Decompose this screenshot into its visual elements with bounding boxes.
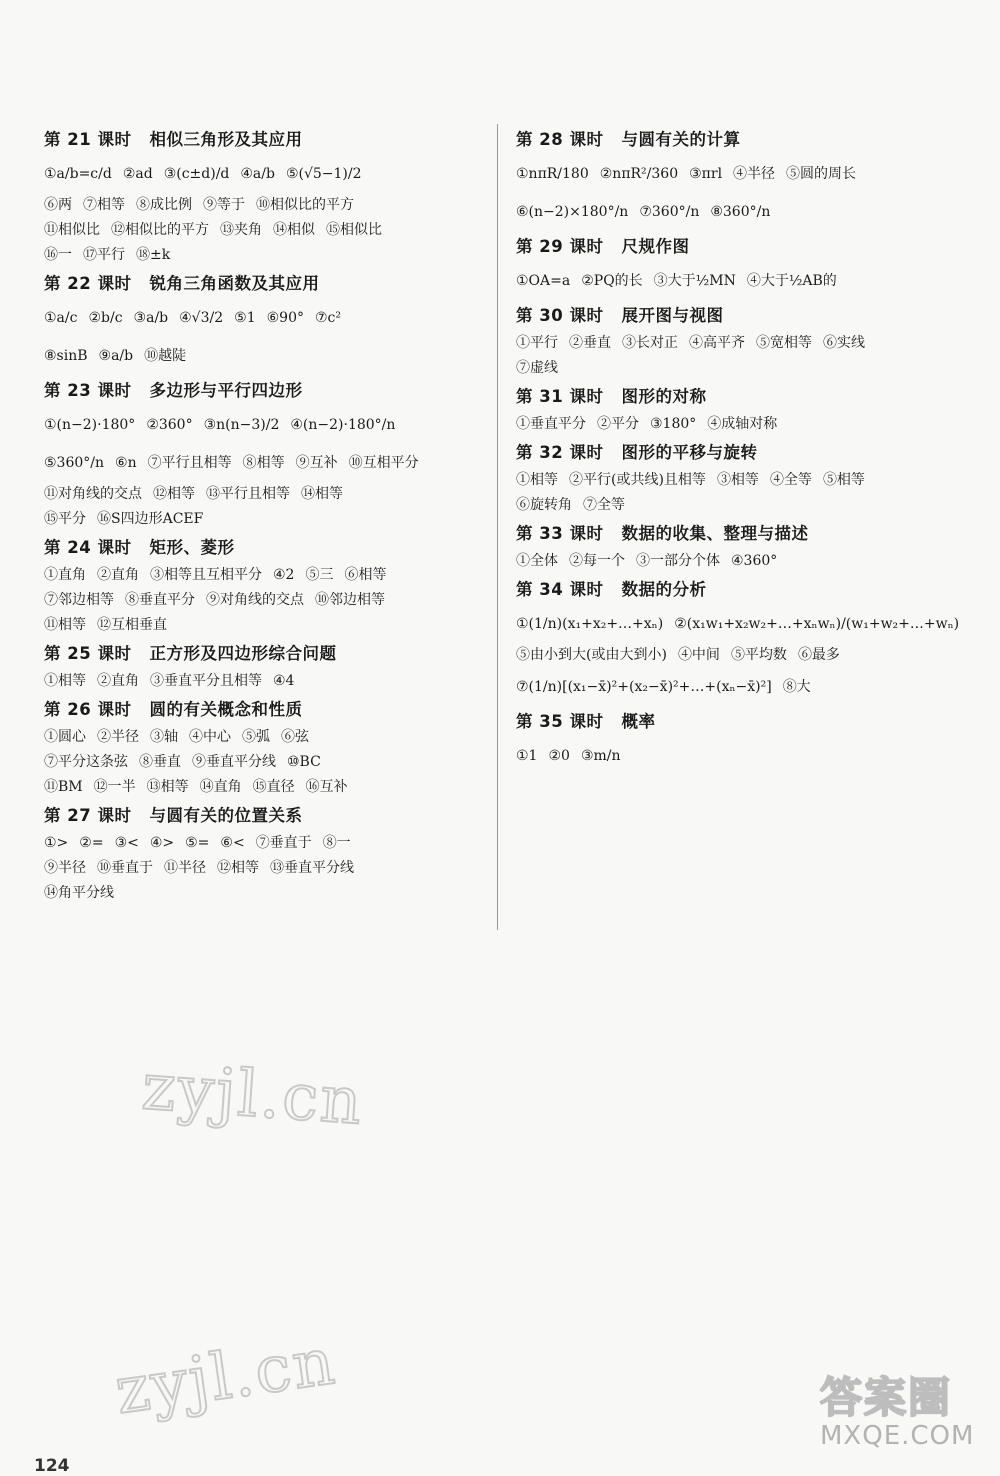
answer-line <box>516 262 956 300</box>
answer-line <box>44 669 484 694</box>
answer-item: ⑤平均数 <box>730 647 787 663</box>
answer-item: ④> <box>149 835 175 851</box>
lesson-title: 展开图与视图 <box>621 306 724 325</box>
answer-item: ②直角 <box>97 567 139 583</box>
logo-text: 答案圈 <box>820 1373 953 1422</box>
lesson-number: 第 33 课时 <box>516 524 604 543</box>
lesson-number: 第 29 课时 <box>516 237 604 256</box>
answer-item: ⑭相似 <box>273 222 315 238</box>
answer-line <box>516 605 960 643</box>
answer-item: ⑫相等 <box>217 860 259 876</box>
answer-site-logo <box>820 1365 975 1460</box>
lesson-number: 第 32 课时 <box>516 443 604 462</box>
answer-item: ⑦垂直于 <box>255 835 312 851</box>
answer-line <box>44 482 484 507</box>
lesson-number: 第 26 课时 <box>44 700 132 719</box>
lesson-title: 图形的平移与旋转 <box>621 443 758 462</box>
answer-item: ①(1/n)(x₁+x₂+…+xₙ) <box>516 616 664 632</box>
answer-item: ③轴 <box>150 729 178 745</box>
answer-item: ⑫相等 <box>153 486 195 502</box>
answer-line <box>44 193 484 218</box>
answer-item: ①全体 <box>516 553 558 569</box>
lesson-number: 第 35 课时 <box>516 712 604 731</box>
answer-line <box>516 468 956 493</box>
answer-item: ②(x₁w₁+x₂w₂+…+xₙwₙ)/(w₁+w₂+…+wₙ) <box>674 616 960 632</box>
answer-item: ⑫互相垂直 <box>97 617 167 633</box>
answer-item: ⑪BM <box>44 779 83 795</box>
answer-item: ②0 <box>548 748 570 764</box>
lesson-heading <box>516 124 956 155</box>
answer-item: ⑨a/b <box>98 348 134 364</box>
answer-line <box>44 856 484 881</box>
answer-item: ⑤= <box>185 835 210 851</box>
answer-item: ⑨对角线的交点 <box>206 592 304 608</box>
lesson-title: 圆的有关概念和性质 <box>149 700 303 719</box>
answer-item: ②ad <box>122 166 153 182</box>
lesson-number: 第 24 课时 <box>44 538 132 557</box>
lesson-title: 与圆有关的计算 <box>621 130 741 149</box>
answer-item: ⑧成比例 <box>136 197 192 213</box>
answer-item: ①垂直平分 <box>516 416 586 432</box>
answer-item: ①相等 <box>44 673 86 689</box>
answer-item: ②PQ的长 <box>581 273 643 289</box>
answer-item: ③一部分个体 <box>636 553 720 569</box>
answer-item: ⑮平分 <box>44 511 86 527</box>
answer-item: ⑧相等 <box>242 455 285 471</box>
answer-item: ⑥相等 <box>344 567 387 583</box>
answer-item: ①a/b=c/d <box>44 166 112 182</box>
lesson-heading <box>516 518 956 549</box>
answer-line <box>516 155 956 193</box>
answer-item: ⑦c² <box>314 310 341 326</box>
answer-item: ①nπR/180 <box>516 166 589 182</box>
answer-item: ⑤相等 <box>822 472 865 488</box>
lesson-heading <box>516 381 956 412</box>
lesson-section <box>516 124 956 231</box>
answer-item: ⑬夹角 <box>220 222 262 238</box>
answer-item: ⑮直径 <box>252 779 295 795</box>
answer-item: ⑦邻边相等 <box>44 592 114 608</box>
answer-item: ①OA=a <box>516 273 571 289</box>
answer-item: ⑮相似比 <box>326 222 382 238</box>
answer-item: ④大于½AB的 <box>746 273 837 289</box>
answer-line <box>516 549 956 574</box>
lesson-section <box>516 518 956 574</box>
answer-item: ④半径 <box>733 166 776 182</box>
lesson-heading <box>44 638 484 669</box>
answer-line <box>44 337 484 375</box>
answer-item: ⑤360°/n <box>44 455 105 471</box>
page-number: 124 <box>34 1456 70 1476</box>
answer-item: ③大于½MN <box>653 273 736 289</box>
answer-item: ⑤由小到大(或由大到小) <box>516 647 667 663</box>
answer-item: ②360° <box>146 417 193 433</box>
lesson-number: 第 34 课时 <box>516 580 604 599</box>
answer-line <box>44 588 484 613</box>
lesson-heading <box>44 375 484 406</box>
answer-item: ⑬平行且相等 <box>206 486 290 502</box>
lesson-title: 多边形与平行四边形 <box>149 381 303 400</box>
answer-item: ⑦相等 <box>83 197 125 213</box>
answer-item: ⑩互相平分 <box>348 455 419 471</box>
answer-line <box>516 493 956 518</box>
answer-item: ①1 <box>516 748 538 764</box>
answer-item: ⑥实线 <box>823 335 865 351</box>
lesson-section <box>44 375 484 532</box>
lesson-section <box>516 381 956 437</box>
answer-item: ⑤(√5−1)/2 <box>285 166 362 182</box>
answer-item: ①圆心 <box>44 729 86 745</box>
answer-item: ⑥n <box>115 455 137 471</box>
answer-item: ⑦(1/n)[(x₁−x̄)²+(x₂−x̄)²+…+(xₙ−x̄)²] <box>516 679 772 695</box>
answer-item: ⑨半径 <box>44 860 86 876</box>
answer-item: ⑩BC <box>287 754 321 770</box>
watermark-text: zyjl.cn <box>110 1324 341 1430</box>
answer-item: ⑧垂直平分 <box>125 592 195 608</box>
lesson-title: 图形的对称 <box>621 387 707 406</box>
answer-item: ⑥两 <box>44 197 72 213</box>
answer-line <box>44 613 484 638</box>
lesson-number: 第 27 课时 <box>44 806 132 825</box>
answer-item: ⑩越陡 <box>144 348 187 364</box>
answer-item: ⑧大 <box>782 679 811 695</box>
answer-item: ③m/n <box>580 748 621 764</box>
lesson-section <box>516 300 956 381</box>
watermark-text: zyjl.cn <box>139 1050 366 1140</box>
lesson-section <box>44 694 484 800</box>
answer-item: ⑥旋转角 <box>516 497 572 513</box>
answer-item: ①a/c <box>44 310 78 326</box>
answer-item: ⑦全等 <box>583 497 625 513</box>
lesson-heading <box>516 300 956 331</box>
answer-item: ③180° <box>650 416 697 432</box>
answer-item: ⑥弦 <box>281 729 309 745</box>
answer-line <box>44 725 484 750</box>
lesson-heading <box>44 124 484 155</box>
answer-line <box>516 356 956 381</box>
lesson-title: 相似三角形及其应用 <box>149 130 303 149</box>
lesson-heading <box>516 231 956 262</box>
answer-item: ⑩邻边相等 <box>315 592 385 608</box>
answer-line <box>44 507 484 532</box>
answer-item: ⑤圆的周长 <box>786 166 857 182</box>
answer-item: ⑦平行且相等 <box>147 455 232 471</box>
answer-item: ⑥(n−2)×180°/n <box>516 204 629 220</box>
lesson-title: 锐角三角函数及其应用 <box>149 274 320 293</box>
answer-line <box>516 668 956 706</box>
answer-item: ⑬相等 <box>146 779 189 795</box>
answer-item: ⑧sinB <box>44 348 88 364</box>
answer-line <box>44 881 484 906</box>
answer-item: ③相等 <box>716 472 759 488</box>
lesson-number: 第 23 课时 <box>44 381 132 400</box>
lesson-number: 第 25 课时 <box>44 644 132 663</box>
answer-line <box>44 831 484 856</box>
lesson-title: 正方形及四边形综合问题 <box>149 644 337 663</box>
answer-item: ⑩垂直于 <box>97 860 153 876</box>
answer-item: ⑫相似比的平方 <box>111 222 209 238</box>
answer-item: ④中心 <box>189 729 231 745</box>
answer-item: ③a/b <box>133 310 169 326</box>
answer-item: ⑨互补 <box>295 455 338 471</box>
left-column <box>44 124 484 906</box>
answer-line <box>516 412 956 437</box>
answer-line <box>516 193 956 231</box>
lesson-title: 尺规作图 <box>621 237 690 256</box>
answer-line <box>44 243 484 268</box>
answer-line <box>516 331 956 356</box>
answer-item: ⑥< <box>220 835 245 851</box>
answer-item: ④√3/2 <box>179 310 224 326</box>
lesson-number: 第 28 课时 <box>516 130 604 149</box>
answer-line <box>516 737 956 775</box>
answer-item: ⑭相等 <box>301 486 343 502</box>
answer-item: ⑦虚线 <box>516 360 558 376</box>
answer-item: ①平行 <box>516 335 558 351</box>
lesson-section <box>516 574 960 706</box>
lesson-number: 第 31 课时 <box>516 387 604 406</box>
answer-item: ④中间 <box>677 647 720 663</box>
answer-item: ①相等 <box>516 472 558 488</box>
answer-item: ⑱±k <box>136 247 171 263</box>
lesson-heading <box>516 437 956 468</box>
lesson-title: 概率 <box>621 712 656 731</box>
answer-item: ⑨垂直平分线 <box>192 754 276 770</box>
lesson-heading <box>44 532 484 563</box>
answer-item: ③长对正 <box>622 335 678 351</box>
answer-item: ③< <box>114 835 139 851</box>
answer-item: ④4 <box>273 673 295 689</box>
logo-url: MXQE.COM <box>820 1421 975 1451</box>
answer-item: ②b/c <box>88 310 123 326</box>
answer-item: ②每一个 <box>569 553 625 569</box>
answer-item: ④360° <box>731 553 778 569</box>
right-column <box>516 124 960 775</box>
lesson-section <box>516 437 956 518</box>
lesson-section <box>44 268 484 375</box>
answer-item: ⑯S四边形ACEF <box>97 511 204 527</box>
answer-item: ⑥最多 <box>797 647 840 663</box>
lesson-section <box>44 800 484 906</box>
answer-item: ⑯互补 <box>305 779 348 795</box>
answer-item: ⑦360°/n <box>639 204 700 220</box>
lesson-number: 第 21 课时 <box>44 130 132 149</box>
answer-item: ④(n−2)·180°/n <box>290 417 396 433</box>
answer-item: ⑦平分这条弦 <box>44 754 128 770</box>
answer-item: ⑫一半 <box>93 779 136 795</box>
answer-item: ⑤宽相等 <box>756 335 812 351</box>
answer-line <box>516 643 956 668</box>
answer-line <box>44 444 484 482</box>
answer-item: ②垂直 <box>569 335 611 351</box>
answer-item: ⑪相等 <box>44 617 86 633</box>
answer-item: ⑩相似比的平方 <box>256 197 354 213</box>
lesson-section <box>44 638 484 694</box>
answer-line <box>44 775 484 800</box>
answer-item: ④高平齐 <box>689 335 745 351</box>
lesson-title: 数据的收集、整理与描述 <box>621 524 809 543</box>
answer-item: ⑭角平分线 <box>44 885 114 901</box>
answer-item: ①(n−2)·180° <box>44 417 136 433</box>
lesson-heading <box>44 800 484 831</box>
answer-item: ②平分 <box>597 416 639 432</box>
lesson-number: 第 30 课时 <box>516 306 604 325</box>
answer-item: ⑯一 <box>44 247 72 263</box>
lesson-heading <box>516 706 956 737</box>
answer-item: ④全等 <box>769 472 812 488</box>
answer-item: ⑨等于 <box>203 197 245 213</box>
answer-item: ②半径 <box>97 729 139 745</box>
answer-item: ②直角 <box>97 673 139 689</box>
answer-item: ③n(n−3)/2 <box>203 417 280 433</box>
answer-item: ⑬垂直平分线 <box>270 860 354 876</box>
lesson-title: 数据的分析 <box>621 580 707 599</box>
lesson-heading <box>516 574 956 605</box>
answer-item: ④成轴对称 <box>707 416 778 432</box>
answer-item: ③πrl <box>689 166 723 182</box>
answer-line <box>44 750 484 775</box>
answer-item: ④2 <box>273 567 295 583</box>
answer-line <box>44 155 484 193</box>
answer-item: ④a/b <box>240 166 275 182</box>
lesson-heading <box>44 268 484 299</box>
answer-item: ②平行(或共线)且相等 <box>569 472 706 488</box>
lesson-section <box>44 532 484 638</box>
answer-item: ⑧垂直 <box>139 754 181 770</box>
answer-item: ⑧一 <box>322 835 351 851</box>
lesson-title: 与圆有关的位置关系 <box>149 806 303 825</box>
answer-item: ⑪半径 <box>164 860 206 876</box>
answer-item: ①直角 <box>44 567 86 583</box>
lesson-section <box>516 706 956 775</box>
answer-line <box>44 299 484 337</box>
column-divider <box>497 124 498 930</box>
answer-item: ⑥90° <box>266 310 304 326</box>
answer-item: ⑪相似比 <box>44 222 100 238</box>
lesson-number: 第 22 课时 <box>44 274 132 293</box>
answer-item: ⑧360°/n <box>710 204 771 220</box>
lesson-heading <box>44 694 484 725</box>
answer-item: ⑰平行 <box>83 247 125 263</box>
answer-line <box>44 406 484 444</box>
answer-item: ⑤弧 <box>242 729 270 745</box>
lesson-section <box>516 231 956 300</box>
answer-item: ①> <box>44 835 69 851</box>
answer-item: ②= <box>79 835 104 851</box>
answer-item: ③(c±d)/d <box>163 166 230 182</box>
answer-item: ③垂直平分且相等 <box>150 673 262 689</box>
lesson-section <box>44 124 484 268</box>
answer-item: ⑤1 <box>234 310 256 326</box>
answer-item: ②nπR²/360 <box>599 166 679 182</box>
answer-line <box>44 563 484 588</box>
answer-item: ⑤三 <box>305 567 334 583</box>
answer-item: ⑪对角线的交点 <box>44 486 142 502</box>
answer-line <box>44 218 484 243</box>
answer-item: ③相等且互相平分 <box>150 567 262 583</box>
lesson-title: 矩形、菱形 <box>149 538 235 557</box>
answer-item: ⑭直角 <box>199 779 242 795</box>
